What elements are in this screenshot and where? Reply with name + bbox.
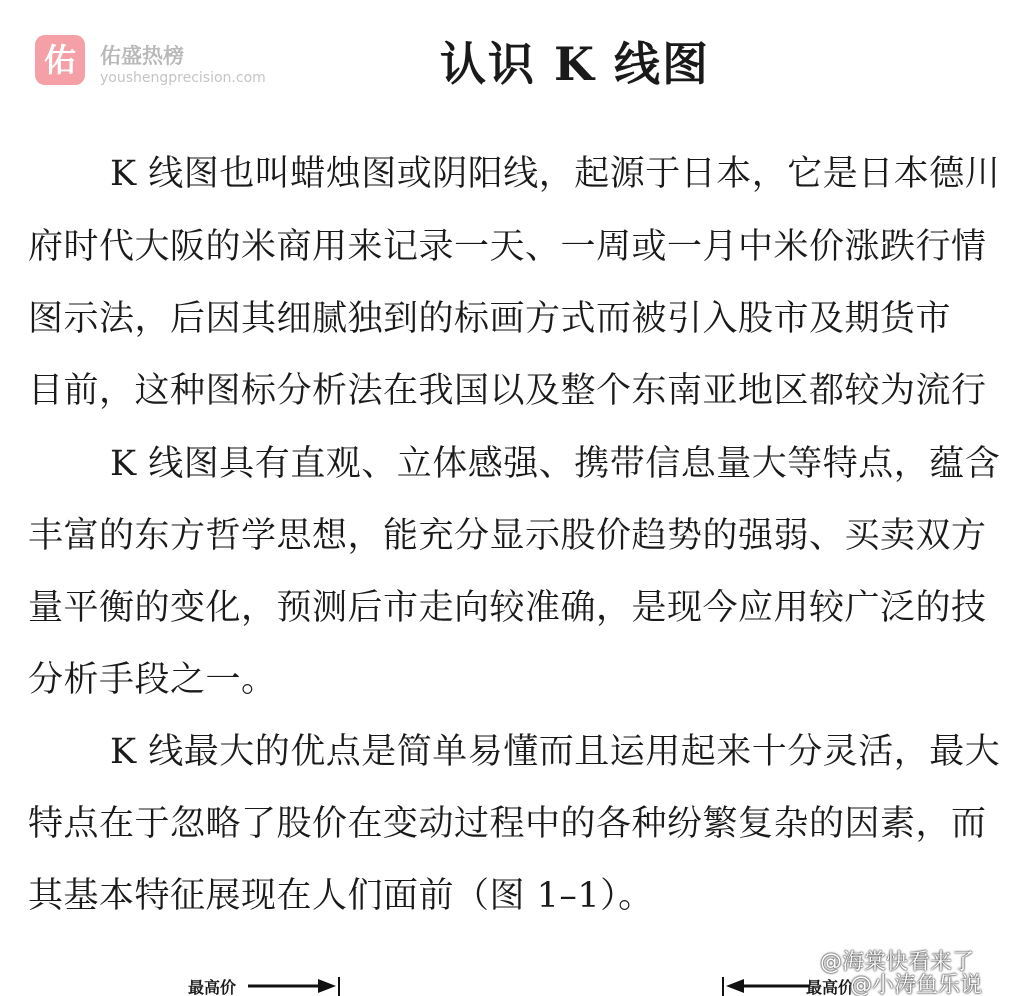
brand-logo-icon: 佑 [35,35,85,85]
arrow-left-icon [720,977,810,996]
paragraph-line: 图示法，后因其细腻独到的标画方式而被引入股市及期货市 [28,299,952,339]
paragraph-line: 目前，这种图标分析法在我国以及整个东南亚地区都较为流行 [28,371,987,411]
highest-price-label-left: 最高价 [188,978,237,996]
paragraph-line: 量平衡的变化，预测后市走向较准确，是现今应用较广泛的技 [28,588,987,628]
paragraph-line: 分析手段之一。 [28,660,277,700]
paragraph-line: K 线图具有直观、立体感强、携带信息量大等特点，蕴含 [110,444,1001,484]
page-title: 认识 K 线图 [440,37,711,91]
paragraph-line: 其基本特征展现在人们面前（图 1–1）。 [28,876,654,916]
paragraph-line: K 线图也叫蜡烛图或阴阳线，起源于日本，它是日本德川 [110,154,1001,194]
watermark-line-1: @海棠快看来了 [820,950,975,975]
highest-price-label-right: 最高价 [806,978,855,996]
paragraph-line: K 线最大的优点是简单易懂而且运用起来十分灵活，最大 [110,732,1001,772]
paragraph-line: 丰富的东方哲学思想，能充分显示股价趋势的强弱、买卖双方 [28,516,987,556]
watermark-line-2: @小涛鱼乐说 [850,973,983,996]
arrow-right-icon [248,977,343,996]
brand-name: 佑盛热榜 [100,44,184,68]
brand-url: youshengprecision.com [100,70,266,86]
paragraph-line: 府时代大阪的米商用来记录一天、一周或一月中米价涨跌行情 [28,227,987,267]
paragraph-line: 特点在于忽略了股价在变动过程中的各种纷繁复杂的因素，而 [28,804,987,844]
